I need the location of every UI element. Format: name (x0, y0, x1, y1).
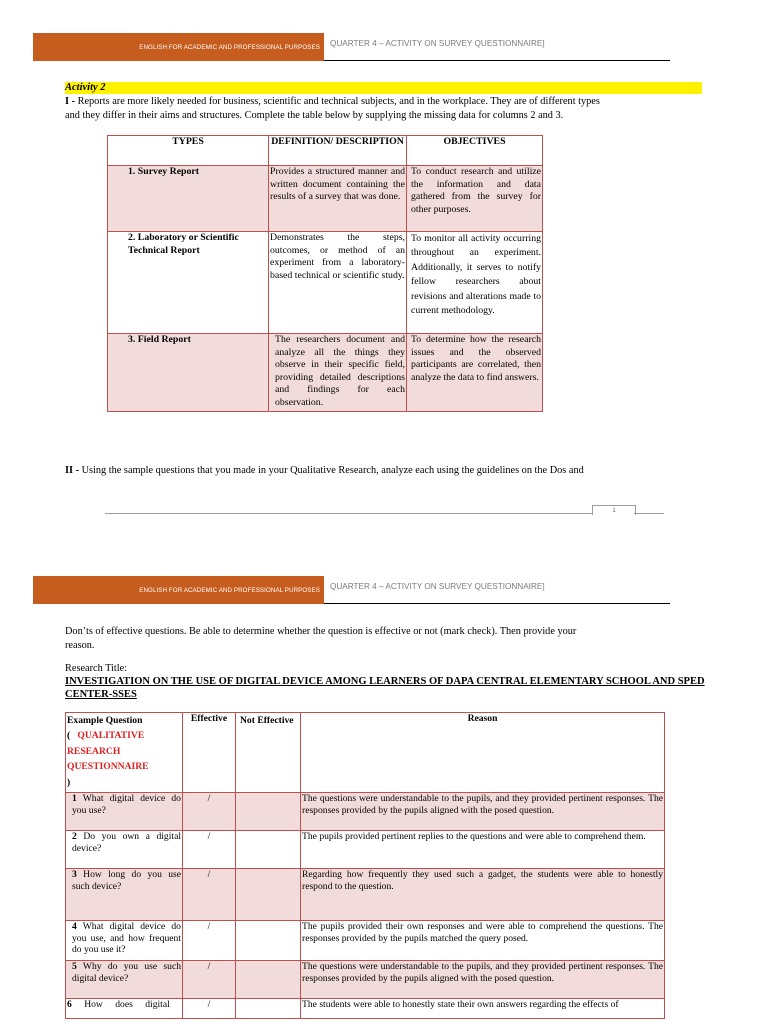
table-row (66, 869, 665, 921)
objective-cell: To conduct research and utilize the information and data gathered from the survey for other purposes. (407, 166, 543, 232)
page-number: 1 (592, 505, 636, 515)
objective-cell: To monitor all activity occurring throughout an experiment. Additionally, it serves to notify fellow researchers about revisions and alterations made to current methodology. (407, 232, 543, 334)
not-effective-mark (236, 869, 301, 921)
table-row (66, 999, 665, 1019)
table-row (66, 961, 665, 999)
question-text: What digital device do you use, and how frequent do you use it? (72, 921, 181, 956)
question-analysis-table (65, 712, 665, 1019)
effective-mark: / (183, 921, 236, 961)
page-header (33, 33, 670, 61)
header-reason: Reason (301, 713, 665, 793)
close-paren: ) (67, 776, 71, 788)
type-cell: 3. Field Report (108, 334, 269, 412)
definition-cell: Demonstrates the steps, outcomes, or method of an experiment from a laboratory-based technical or scientific study. (269, 232, 407, 334)
not-effective-mark (236, 999, 301, 1019)
question-text: How does digital (84, 999, 170, 1010)
table-row (108, 232, 543, 334)
question-number: 5 (72, 961, 77, 972)
effective-mark: / (183, 961, 236, 999)
reason-cell: The questions were understandable to the pupils, and they provided pertinent responses. The responses provided by the pupils aligned with the posed question. (301, 793, 665, 831)
question-cell (66, 831, 183, 869)
effective-mark: / (183, 831, 236, 869)
instructions-line-1: Don’ts of effective questions. Be able to determine whether the question is effective or not (mark check). Then provide your (65, 626, 577, 637)
instructions-line-2: reason. (65, 639, 95, 651)
question-number: 1 (72, 793, 77, 804)
open-paren: ( (67, 730, 71, 742)
header-effective: Effective (183, 713, 236, 793)
example-question-label: Example Question (67, 715, 143, 726)
header-types: TYPES (108, 136, 269, 166)
table-row (66, 921, 665, 961)
table-header-row (66, 713, 665, 793)
footer-rule-right (634, 513, 664, 514)
question-cell (66, 999, 183, 1019)
table-row (108, 334, 543, 412)
intro-line-2: and they differ in their aims and structures. Complete the table below by supplying the missing data for columns 2 and 3. (65, 109, 564, 121)
question-cell (66, 961, 183, 999)
header-course-band: ENGLISH FOR ACADEMIC AND PROFESSIONAL PURPOSES (33, 576, 324, 604)
qualitative-label: QUALITATIVE RESEARCH QUESTIONNAIRE (67, 730, 149, 773)
question-number: 4 (72, 921, 77, 932)
header-rule (324, 603, 670, 604)
question-text: Do you own a digital device? (72, 831, 181, 854)
question-number: 3 (72, 869, 77, 880)
effective-mark: / (183, 793, 236, 831)
intro-line-1: Reports are more likely needed for business, scientific and technical subjects, and in the workplace. They are of different types (75, 96, 600, 107)
not-effective-mark (236, 921, 301, 961)
not-effective-mark (236, 961, 301, 999)
header-objectives: OBJECTIVES (407, 136, 543, 166)
header-quarter-title: QUARTER 4 – ACTIVITY ON SURVEY QUESTIONNAIRE] (330, 582, 545, 591)
effective-mark: / (183, 999, 236, 1019)
question-number: 2 (72, 831, 77, 842)
reason-cell: The pupils provided their own responses and were able to comprehend the questions. The responses provided by the pupils matched the query posed. (301, 921, 665, 961)
research-title-label: Research Title: (65, 663, 128, 674)
header-example-question (66, 713, 183, 793)
question-cell (66, 869, 183, 921)
question-cell (66, 921, 183, 961)
question-number: 6 (67, 999, 72, 1010)
definition-cell: The researchers document and analyze all the things they observe in their specific field, providing detailed descriptions and findings for each observation. (269, 334, 407, 412)
effective-mark: / (183, 869, 236, 921)
part-two-text: Using the sample questions that you made in your Qualitative Research, analyze each using the guidelines on the Dos and (79, 465, 584, 476)
report-types-table (107, 135, 543, 412)
not-effective-mark (236, 793, 301, 831)
definition-cell: Provides a structured manner and written document containing the results of a survey that was done. (269, 166, 407, 232)
header-course-band: ENGLISH FOR ACADEMIC AND PROFESSIONAL PURPOSES (33, 33, 324, 61)
research-title: INVESTIGATION ON THE USE OF DIGITAL DEVICE AMONG LEARNERS OF DAPA CENTRAL ELEMENTARY SCHOOL AND SPED CENTER-SSES (65, 676, 705, 700)
reason-cell: The pupils provided pertinent replies to the questions and were able to comprehend them. (301, 831, 665, 869)
question-text: Why do you use such digital device? (72, 961, 181, 984)
question-cell (66, 793, 183, 831)
objective-cell: To determine how the research issues and the observed participants are correlated, then analyze the data to find answers. (407, 334, 543, 412)
header-definition: DEFINITION/ DESCRIPTION (269, 136, 407, 166)
intro-prefix: I - (65, 96, 76, 107)
table-row (66, 831, 665, 869)
header-rule (324, 60, 670, 61)
question-text: What digital device do you use? (72, 793, 181, 816)
footer-rule (105, 513, 592, 514)
part-two-prefix: II - (65, 465, 80, 476)
reason-cell: The students were able to honestly state their own answers regarding the effects of (301, 999, 665, 1019)
table-row (108, 166, 543, 232)
question-text: How long do you use such device? (72, 869, 181, 892)
intro-paragraph (65, 95, 600, 122)
part-two-paragraph (65, 464, 584, 478)
table-row (66, 793, 665, 831)
reason-cell: Regarding how frequently they used such a gadget, the students were able to honestly respond to the question. (301, 869, 665, 921)
activity-title: Activity 2 (65, 82, 702, 94)
not-effective-mark (236, 831, 301, 869)
header-quarter-title: QUARTER 4 – ACTIVITY ON SURVEY QUESTIONNAIRE] (330, 39, 545, 48)
reason-cell: The questions were understandable to the pupils, and they provided pertinent responses. The responses provided by the pupils aligned with the posed question. (301, 961, 665, 999)
page-header (33, 576, 670, 604)
table-header-row (108, 136, 543, 166)
header-not-effective: Not Effective (236, 713, 301, 793)
type-cell: 1. Survey Report (108, 166, 269, 232)
type-cell: 2. Laboratory or Scientific Technical Report (108, 232, 269, 334)
instructions-paragraph (65, 625, 576, 652)
